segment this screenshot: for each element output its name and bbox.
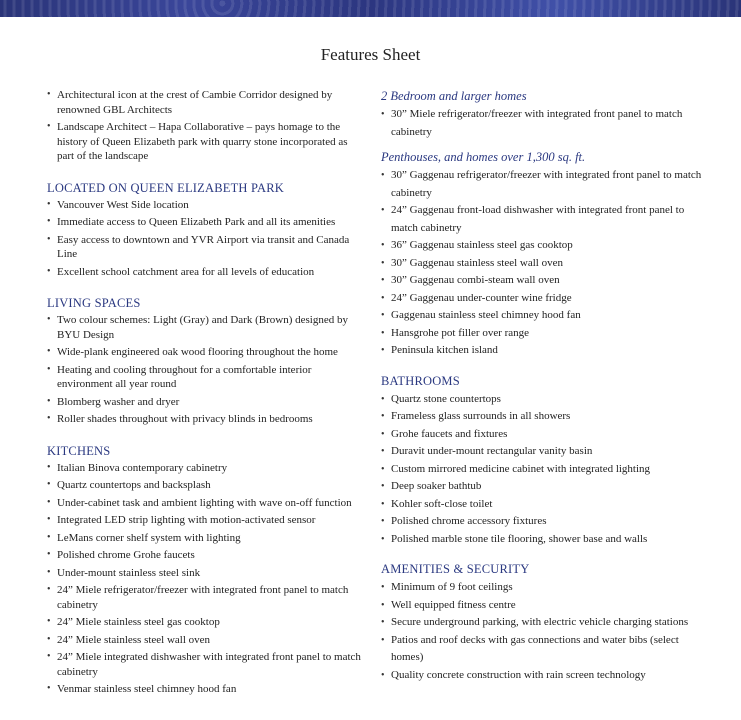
list-item: • Italian Binova contemporary cabinetry — [47, 461, 365, 476]
list-item: • 30” Gaggenau combi-steam wall oven — [381, 272, 711, 290]
list-item: • Quartz countertops and backsplash — [47, 478, 365, 493]
sub-heading-penthouses: Penthouses, and homes over 1,300 sq. ft. — [381, 150, 586, 164]
list-item: • Under-mount stainless steel sink — [47, 566, 365, 581]
list-item: • Wide-plank engineered oak wood flooring throughout the home — [47, 345, 365, 360]
list-item: • 24” Gaggenau front-load dishwasher with integrated front panel to match cabinetry — [381, 202, 711, 237]
section-heading-kitchens: KITCHENS — [47, 443, 111, 458]
list-item: • Quartz stone countertops — [381, 391, 711, 409]
list-item: • Easy access to downtown and YVR Airport via transit and Canada Line — [47, 233, 365, 262]
list-item: • Well equipped fitness centre — [381, 597, 711, 615]
list-item: • 24” Miele integrated dishwasher with integrated front panel to match cabinetry — [47, 650, 365, 679]
list-item: • Landscape Architect – Hapa Collaborative – pays homage to the history of Queen Elizabeth park with quarry stone incorporated as part of the landscape — [47, 120, 365, 164]
list-item: • Immediate access to Queen Elizabeth Park and all its amenities — [47, 215, 365, 230]
list-item: • Roller shades throughout with privacy blinds in bedrooms — [47, 412, 365, 427]
section-heading-living: LIVING SPACES — [47, 296, 141, 310]
list-item: • Excellent school catchment area for all levels of education — [47, 265, 365, 280]
list-item: • Minimum of 9 foot ceilings — [381, 579, 711, 597]
list-item: • Patios and roof decks with gas connections and water bibs (select homes) — [381, 632, 711, 667]
list-item: • Venmar stainless steel chimney hood fan — [47, 682, 365, 697]
list-item: • Blomberg washer and dryer — [47, 395, 365, 410]
list-item: • Custom mirrored medicine cabinet with integrated lighting — [381, 461, 711, 479]
list-item: • Under-cabinet task and ambient lighting with wave on-off function — [47, 496, 365, 511]
penthouses-list — [381, 167, 711, 360]
list-item: • Duravit under-mount rectangular vanity basin — [381, 443, 711, 461]
list-item: • 30” Miele refrigerator/freezer with integrated front panel to match cabinetry — [381, 106, 711, 141]
list-item: • Vancouver West Side location — [47, 198, 365, 213]
list-item: • Frameless glass surrounds in all showers — [381, 408, 711, 426]
list-item: • Quality concrete construction with rain screen technology — [381, 667, 711, 685]
list-item: • Heating and cooling throughout for a comfortable interior environment all year round — [47, 363, 365, 392]
amenities-list — [381, 579, 711, 684]
list-item: • Polished marble stone tile flooring, shower base and walls — [381, 531, 711, 549]
list-item: • Peninsula kitchen island — [381, 342, 711, 360]
list-item: • Secure underground parking, with electric vehicle charging stations — [381, 614, 711, 632]
list-item: • Polished chrome accessory fixtures — [381, 513, 711, 531]
list-item: • 24” Miele refrigerator/freezer with integrated front panel to match cabinetry — [47, 583, 365, 612]
section-heading-amenities: AMENITIES & SECURITY — [381, 562, 530, 576]
list-item: • Kohler soft-close toilet — [381, 496, 711, 514]
living-list — [47, 313, 365, 427]
kitchens-list — [47, 461, 365, 697]
list-item: • 24” Miele stainless steel gas cooktop — [47, 615, 365, 630]
list-item: • Deep soaker bathtub — [381, 478, 711, 496]
page-title: Features Sheet — [320, 45, 421, 64]
intro-list — [47, 88, 365, 164]
location-list — [47, 198, 365, 280]
list-item: • 24” Gaggenau under-counter wine fridge — [381, 290, 711, 308]
sub-heading-two-bedroom: 2 Bedroom and larger homes — [381, 89, 527, 103]
list-item: • Grohe faucets and fixtures — [381, 426, 711, 444]
list-item: • Hansgrohe pot filler over range — [381, 325, 711, 343]
list-item: • 30” Gaggenau refrigerator/freezer with integrated front panel to match cabinetry — [381, 167, 711, 202]
list-item: • 30” Gaggenau stainless steel wall oven — [381, 255, 711, 273]
list-item: • 36” Gaggenau stainless steel gas cooktop — [381, 237, 711, 255]
list-item: • Gaggenau stainless steel chimney hood fan — [381, 307, 711, 325]
header-banner — [0, 0, 741, 17]
left-column — [47, 88, 365, 700]
right-column — [381, 88, 711, 684]
list-item: • 24” Miele stainless steel wall oven — [47, 633, 365, 648]
list-item: • Polished chrome Grohe faucets — [47, 548, 365, 563]
section-heading-location: LOCATED ON QUEEN ELIZABETH PARK — [47, 180, 284, 195]
list-item: • Integrated LED strip lighting with motion-activated sensor — [47, 513, 365, 528]
two-bedroom-list — [381, 106, 711, 141]
list-item: • LeMans corner shelf system with lighting — [47, 531, 365, 546]
list-item: • Architectural icon at the crest of Cambie Corridor designed by renowned GBL Architects — [47, 88, 365, 117]
list-item: • Two colour schemes: Light (Gray) and Dark (Brown) designed by BYU Design — [47, 313, 365, 342]
section-heading-bathrooms: BATHROOMS — [381, 373, 460, 388]
bathrooms-list — [381, 391, 711, 549]
